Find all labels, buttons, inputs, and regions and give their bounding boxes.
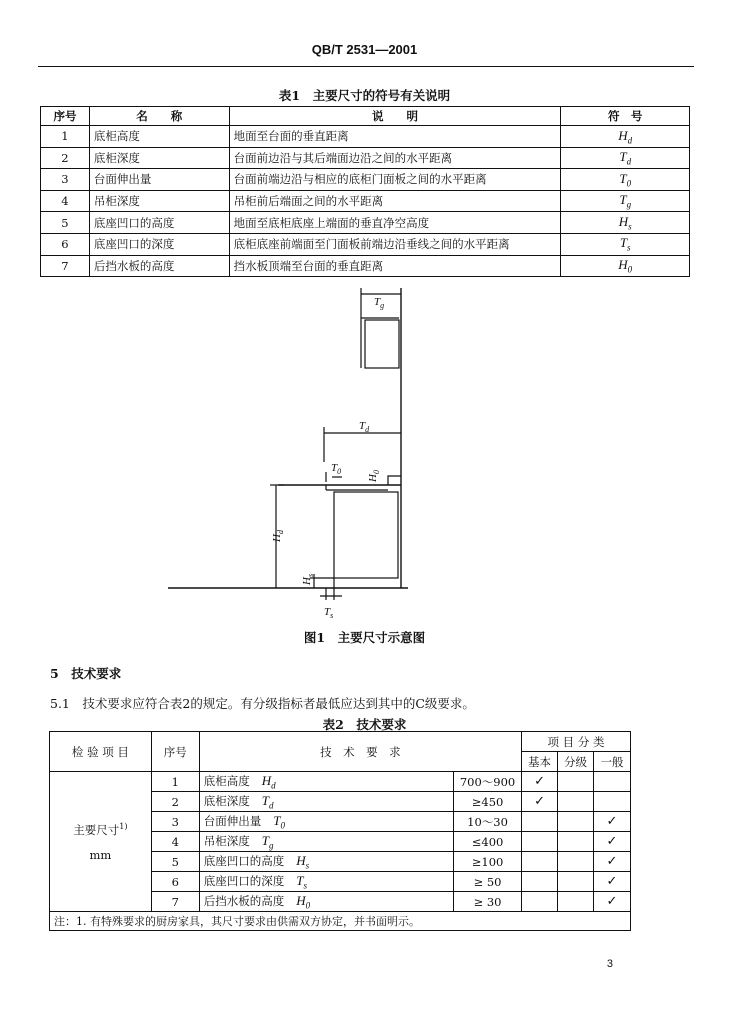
table1-cell-desc: 吊柜前后端面之间的水平距离 [229,190,561,212]
table2-cell-graded [558,832,594,852]
dimension-diagram [150,282,590,622]
table2-cell-basic [522,832,558,852]
table1-header-no: 序号 [41,107,90,126]
table2-cell-general [593,772,630,792]
table1-row [41,169,690,191]
table2-req-name: 底座凹口的高度 [203,853,285,868]
table2-header-item: 检 验 项 目 [50,732,152,772]
table2-cell-general [593,832,630,852]
table2-cell-basic [522,852,558,872]
check-icon: ✓ [606,834,618,849]
table2-req-symbol: $T_g$ [261,832,274,851]
table2-cell-graded [558,792,594,812]
table1-cell-symbol: $H_d$ [561,126,690,148]
table2-cell-general [593,792,630,812]
table2-header-basic: 基本 [522,752,558,772]
table2-req-symbol: $T_d$ [261,792,274,811]
table2-cell-value: ≥100 [454,852,522,872]
table1-row [41,126,690,148]
table1-cell-no: 6 [41,233,90,255]
table2-cell-req [199,872,453,892]
table2-body [50,732,631,931]
page-number: 3 [606,958,613,970]
table2-cell-req [199,792,453,812]
table2-header-req: 技 术 要 求 [199,732,521,772]
table1-cell-no: 4 [41,190,90,212]
table2-cell-no: 7 [151,892,199,912]
table2-req-name: 台面伸出量 [203,813,262,828]
table1-cell-name: 底柜深度 [89,147,229,169]
table2-cell-no: 5 [151,852,199,872]
table2-cell-value: ≥ 30 [454,892,522,912]
table2-cell-graded [558,892,594,912]
check-icon: ✓ [606,874,618,889]
table1-cell-name: 后挡水板的高度 [89,255,229,277]
table2-cell-req [199,892,453,912]
table1-cell-name: 底座凹口的高度 [89,212,229,234]
label-tg: $T_g$ [374,296,385,310]
table2-req-symbol: $T_s$ [296,872,307,891]
table2-cell-req [199,852,453,872]
table2-header-cls: 项 目 分 类 [522,732,631,752]
table1-cell-desc: 地面至台面的垂直距离 [229,126,561,148]
table2-cell-value: ≤400 [454,832,522,852]
table2-row [50,772,631,792]
table1-row [41,190,690,212]
label-h0: $H_0$ [367,470,381,482]
table2-header-no: 序号 [151,732,199,772]
table1-cell-desc: 底柜底座前端面至门面板前端边沿垂线之间的水平距离 [229,233,561,255]
table1-cell-no: 1 [41,126,90,148]
table2-cell-no: 1 [151,772,199,792]
table2-cell-general [593,872,630,892]
table2-cell-basic [522,772,558,792]
check-icon: ✓ [606,814,618,829]
table1-cell-name: 台面伸出量 [89,169,229,191]
clause-5-1: 5.1 技术要求应符合表2的规定。有分级指标者最低应达到其中的C级要求。 [50,696,475,711]
table2-cell-graded [558,772,594,792]
table2-cell-value: 700～900 [454,772,522,792]
check-icon: ✓ [534,774,545,789]
document-header: QB/T 2531—2001 [311,42,418,57]
table2-header-general: 一般 [593,752,630,772]
table2-cell-no: 4 [151,832,199,852]
backsplash [388,476,401,485]
base-cabinet-door [334,492,398,578]
table2-cell-value: 10～30 [454,812,522,832]
check-icon: ✓ [606,854,618,869]
table2-req-name: 底座凹口的深度 [203,873,285,888]
table2-cell-value: ≥450 [454,792,522,812]
table1-cell-no: 2 [41,147,90,169]
table1-cell-symbol: $H_s$ [561,212,690,234]
table1-row [41,147,690,169]
table2-req-name: 后挡水板的高度 [203,893,285,908]
table2-group-footnote-ref: 1) [119,821,128,831]
table2-header-graded: 分级 [558,752,594,772]
label-hs: $H_s$ [301,573,315,585]
table2-cell-basic [522,812,558,832]
table2-cell-no: 3 [151,812,199,832]
table2-cell-req [199,812,453,832]
table2-cell-graded [558,852,594,872]
table2-cell-general [593,892,630,912]
table2-cell-no: 2 [151,792,199,812]
table1-cell-symbol: $T_g$ [561,190,690,212]
table1-cell-symbol: $T_d$ [561,147,690,169]
table1-caption: 表1 主要尺寸的符号有关说明 [278,88,451,103]
table2-cell-basic [522,792,558,812]
table2-cell-no: 6 [151,872,199,892]
table1-cell-desc: 地面至底柜底座上端面的垂直净空高度 [229,212,561,234]
table1-cell-symbol: $H_0$ [561,255,690,277]
table1-header-symbol: 符 号 [561,107,690,126]
table1-row [41,255,690,277]
label-t0: $T_0$ [331,462,342,476]
table2-caption: 表2 技术要求 [322,717,407,732]
wall-cabinet-door [365,320,399,368]
table1-header-row [41,107,690,126]
table2-header-row-1 [50,732,631,752]
table2-cell-general [593,852,630,872]
check-icon: ✓ [534,794,545,809]
table2-cell-graded [558,812,594,832]
table2-cell-basic [522,892,558,912]
table2-req-symbol: $H_d$ [261,772,276,791]
section-5-title: 5 技术要求 [50,666,122,681]
table2-note-row [50,912,631,931]
figure1-caption: 图1 主要尺寸示意图 [303,630,426,645]
table2-req-name: 底柜高度 [203,773,250,788]
table2-cell-general [593,812,630,832]
table1-cell-desc: 台面前端边沿与相应的底柜门面板之间的水平距离 [229,169,561,191]
table1-header-desc: 说 明 [229,107,561,126]
table2-note: 注：1. 有特殊要求的厨房家具，其尺寸要求由供需双方协定，并书面明示。 [50,912,631,931]
table1-cell-no: 7 [41,255,90,277]
table1-cell-desc: 挡水板顶端至台面的垂直距离 [229,255,561,277]
table2 [49,731,631,931]
table2-req-symbol: $H_s$ [296,852,310,871]
table1-cell-name: 底柜高度 [89,126,229,148]
table2-req-symbol: $H_0$ [296,892,311,911]
header-rule [38,66,694,67]
table1-cell-name: 吊柜深度 [89,190,229,212]
table1-cell-symbol: $T_0$ [561,169,690,191]
table2-req-symbol: $T_0$ [273,812,285,831]
table1 [40,106,690,277]
table1-cell-symbol: $T_s$ [561,233,690,255]
table1-row [41,233,690,255]
table2-req-name: 吊柜深度 [203,833,250,848]
table1-header-name: 名 称 [89,107,229,126]
table1-body [41,126,690,277]
table2-group-unit: mm [89,847,112,862]
table1-row [41,212,690,234]
table2-cell-req [199,772,453,792]
table2-req-name: 底柜深度 [203,793,250,808]
table1-cell-desc: 台面前边沿与其后端面边沿之间的水平距离 [229,147,561,169]
table2-group-cell [50,772,152,912]
table2-cell-graded [558,872,594,892]
label-hd: $H_d$ [271,530,285,542]
table1-cell-name: 底座凹口的深度 [89,233,229,255]
label-td: $T_d$ [359,420,370,434]
table1-cell-no: 5 [41,212,90,234]
label-ts: $T_s$ [324,606,334,620]
table2-cell-basic [522,872,558,892]
table1-cell-no: 3 [41,169,90,191]
table2-group-label: 主要尺寸 [73,822,120,837]
table2-cell-value: ≥ 50 [454,872,522,892]
check-icon: ✓ [606,894,618,909]
table2-cell-req [199,832,453,852]
